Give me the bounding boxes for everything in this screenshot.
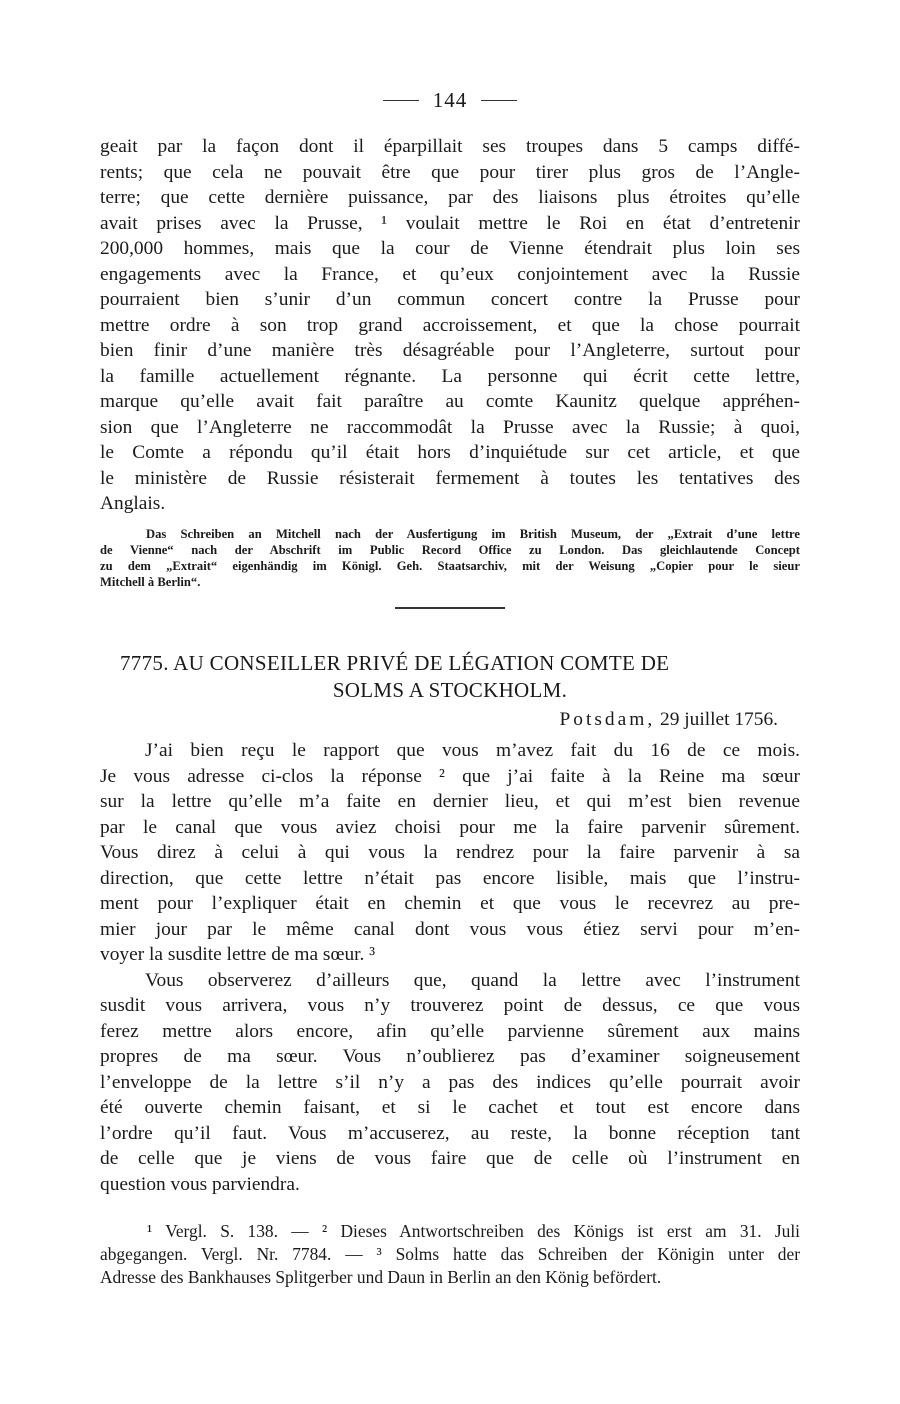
text-line: geait par la façon dont il éparpillait ses troupes dans 5 camps diffé- <box>100 136 800 157</box>
note-line: zu dem „Extrait“ eigenhändig im Königl. Geh. Staatsarchiv, mit der Weisung „Copier pour le sieur <box>100 559 800 573</box>
text-line: sur la lettre qu’elle m’a faite en dernier lieu, et qui m’est bien revenue <box>100 791 800 812</box>
header-dash-right <box>481 100 517 101</box>
text-line: de celle que je viens de vous faire que de celle où l’instrument en <box>100 1148 800 1169</box>
source-note <box>100 526 800 590</box>
text-line: Vous direz à celui à qui vous la rendrez pour la faire parvenir à sa <box>100 842 800 863</box>
section-divider <box>395 607 505 609</box>
text-line: rents; que cela ne pouvait être que pour tirer plus gros de l’Angle- <box>100 161 800 183</box>
text-line: terre; que cette dernière puissance, par des liaisons plus étroites qu’elle <box>100 187 800 208</box>
text-line: Anglais. <box>100 493 166 514</box>
text-line: la famille actuellement régnante. La personne qui écrit cette lettre, <box>100 365 800 387</box>
page-header <box>0 88 900 113</box>
text-line: bien finir d’une manière très désagréable pour l’Angleterre, surtout pour <box>100 340 800 361</box>
text-line: le Comte a répondu qu’il était hors d’inquiétude sur cet article, et que <box>100 442 800 463</box>
text-line: question vous parviendra. <box>100 1173 300 1195</box>
letter-heading <box>120 650 780 704</box>
letter-heading-line2: SOLMS A STOCKHOLM. <box>332 678 568 702</box>
footnote-line: abgegangen. Vergl. Nr. 7784. — ³ Solms hatte das Schreiben der Königin unter der <box>100 1244 800 1264</box>
text-line: propres de ma sœur. Vous n’oublierez pas d’examiner soigneusement <box>100 1046 800 1067</box>
intro-paragraph <box>100 134 800 517</box>
text-line: marque qu’elle avait fait paraître au comte Kaunitz quelque appréhen- <box>100 391 800 412</box>
text-line: ferez mettre alors encore, afin qu’elle parvienne sûrement aux mains <box>100 1020 800 1042</box>
text-line: mettre ordre à son trop grand accroissement, et que la chose pourrait <box>100 314 800 336</box>
letter-number: 7775. <box>120 651 169 675</box>
page-number: 144 <box>432 88 468 112</box>
footnotes <box>100 1220 800 1289</box>
date-place: Potsdam, <box>559 709 656 730</box>
text-line: le ministère de Russie résisterait fermement à toutes les tentatives des <box>100 467 800 489</box>
footnote-line: ¹ Vergl. S. 138. — ² Dieses Antwortschreiben des Königs ist erst am 31. Juli <box>147 1221 800 1241</box>
text-line: été ouverte chemin faisant, et si le cachet et tout est encore dans <box>100 1097 800 1118</box>
text-line: avait prises avec la Prusse, ¹ voulait mettre le Roi en état d’entretenir <box>100 212 800 234</box>
date: 29 juillet 1756. <box>660 709 778 730</box>
letter-body <box>100 738 800 1197</box>
text-line: sion que l’Angleterre ne raccommodât la Prusse avec la Russie; à quoi, <box>100 416 800 438</box>
text-line: J’ai bien reçu le rapport que vous m’avez fait du 16 de ce mois. <box>145 740 800 761</box>
text-line: engagements avec la France, et qu’eux conjointement avec la Russie <box>100 263 800 285</box>
dateline <box>560 709 778 731</box>
letter-heading-line1: AU CONSEILLER PRIVÉ DE LÉGATION COMTE DE <box>173 651 670 675</box>
text-line: l’enveloppe de la lettre s’il n’y a pas des indices qu’elle pourrait avoir <box>100 1071 800 1093</box>
note-line: de Vienne“ nach der Abschrift im Public Record Office zu London. Das gleichlautende Concept <box>100 543 800 557</box>
text-line: 200,000 hommes, mais que la cour de Vienne étendrait plus loin ses <box>100 238 800 259</box>
footnote-line: Adresse des Bankhauses Splitgerber und Daun in Berlin an den König befördert. <box>100 1267 662 1287</box>
text-line: ment pour l’expliquer était en chemin et que vous le recevrez au pre- <box>100 893 800 914</box>
header-dash-left <box>383 100 419 101</box>
note-line: Mitchell à Berlin“. <box>100 575 201 589</box>
text-line: mier jour par le même canal dont vous vous étiez servi pour m’en- <box>100 918 800 940</box>
text-line: Vous observerez d’ailleurs que, quand la lettre avec l’instrument <box>145 969 800 991</box>
text-line: susdit vous arrivera, vous n’y trouverez point de dessus, ce que vous <box>100 995 800 1016</box>
text-line: direction, que cette lettre n’était pas encore lisible, mais que l’instru- <box>100 867 800 889</box>
text-line: Je vous adresse ci-clos la réponse ² que j’ai faite à la Reine ma sœur <box>100 765 800 787</box>
text-line: par le canal que vous aviez choisi pour me la faire parvenir sûrement. <box>100 816 800 838</box>
text-line: voyer la susdite lettre de ma sœur. ³ <box>100 944 376 965</box>
text-line: l’ordre qu’il faut. Vous m’accuserez, au reste, la bonne réception tant <box>100 1122 800 1144</box>
text-line: pourraient bien s’unir d’un commun concert contre la Prusse pour <box>100 289 800 310</box>
note-line: Das Schreiben an Mitchell nach der Ausfertigung im British Museum, der „Extrait d’une lettre <box>146 527 800 541</box>
